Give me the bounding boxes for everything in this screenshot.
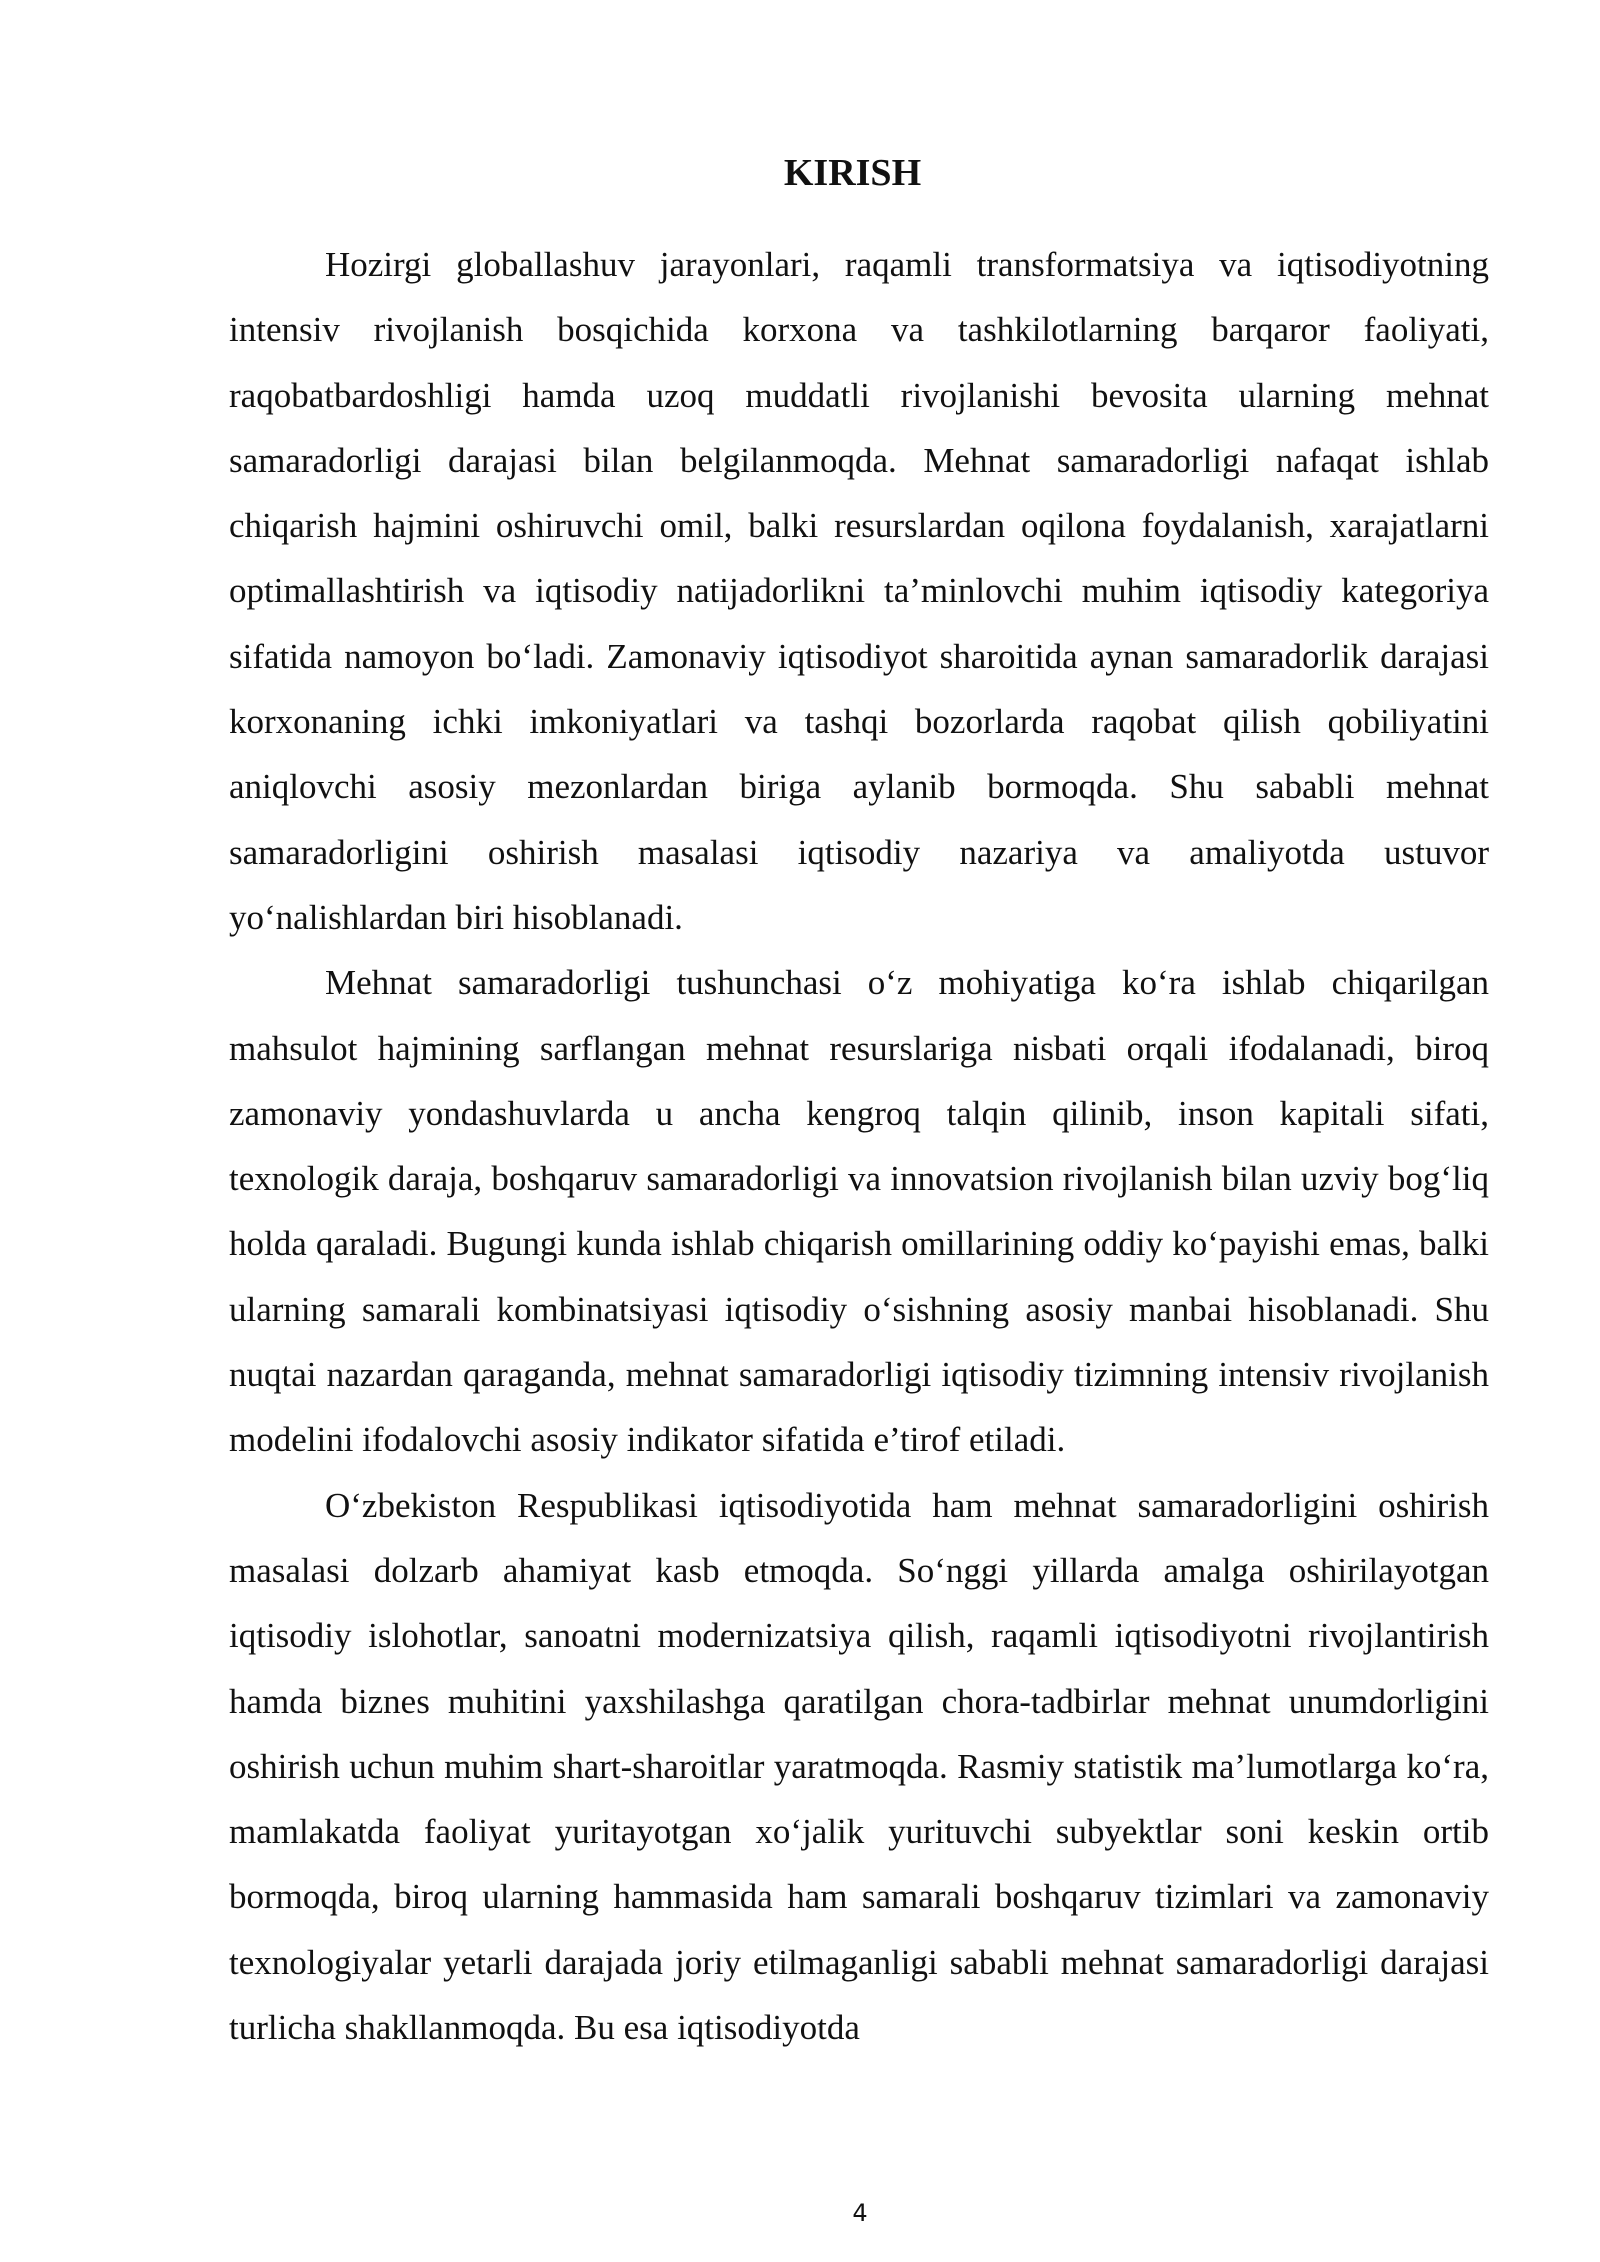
body-text <box>229 232 1489 2060</box>
page-number: 4 <box>852 2199 868 2227</box>
paragraph-3: O‘zbekiston Respublikasi iqtisodiyotida ham mehnat samaradorligini oshirish masalasi dolzarb ahamiyat kasb etmoqda. So‘nggi yillarda amalga oshirilayotgan iqtisodiy islohotlar, sanoatni modernizatsiya qilish, raqamli iqtisodiyotni rivojlantirish hamda biznes muhitini yaxshilashga qaratilgan chora-tadbirlar mehnat unumdorligini oshirish uchun muhim shart-sharoitlar yaratmoqda. Rasmiy statistik ma’lumotlarga ko‘ra, mamlakatda faoliyat yuritayotgan xo‘jalik yurituvchi subyektlar soni keskin ortib bormoqda, biroq ularning hammasida ham samarali boshqaruv tizimlari va zamonaviy texnologiyalar yetarli darajada joriy etilmaganligi sababli mehnat samaradorligi darajasi turlicha shakllanmoqda. Bu esa iqtisodiyotda <box>229 1485 1489 2048</box>
paragraph-2: Mehnat samaradorligi tushunchasi o‘z mohiyatiga ko‘ra ishlab chiqarilgan mahsulot hajmining sarflangan mehnat resurslariga nisbati orqali ifodalanadi, biroq zamonaviy yondashuvlarda u ancha kengroq talqin qilinib, inson kapitali sifati, texnologik daraja, boshqaruv samaradorligi va innovatsion rivojlanish bilan uzviy bog‘liq holda qaraladi. Bugungi kunda ishlab chiqarish omillarining oddiy ko‘payishi emas, balki ularning samarali kombinatsiyasi iqtisodiy o‘sishning asosiy manbai hisoblanadi. Shu nuqtai nazardan qaraganda, mehnat samaradorligi iqtisodiy tizimning intensiv rivojlanish modelini ifodalovchi asosiy indikator sifatida e’tirof etiladi. <box>229 963 1489 1460</box>
paragraph-1: Hozirgi globallashuv jarayonlari, raqamli transformatsiya va iqtisodiyotning intensiv rivojlanish bosqichida korxona va tashkilotlarning barqaror faoliyati, raqobatbardoshligi hamda uzoq muddatli rivojlanishi bevosita ularning mehnat samaradorligi darajasi bilan belgilanmoqda. Mehnat samaradorligi nafaqat ishlab chiqarish hajmini oshiruvchi omil, balki resurslardan oqilona foydalanish, xarajatlarni optimallashtirish va iqtisodiy natijadorlikni ta’minlovchi muhim iqtisodiy kategoriya sifatida namoyon bo‘ladi. Zamonaviy iqtisodiyot sharoitida aynan samaradorlik darajasi korxonaning ichki imkoniyatlari va tashqi bozorlarda raqobat qilish qobiliyatini aniqlovchi asosiy mezonlardan biriga aylanib bormoqda. Shu sababli mehnat samaradorligini oshirish masalasi iqtisodiy nazariya va amaliyotda ustuvor yo‘nalishlardan biri hisoblanadi. <box>229 245 1489 937</box>
section-heading: KIRISH <box>783 152 922 194</box>
